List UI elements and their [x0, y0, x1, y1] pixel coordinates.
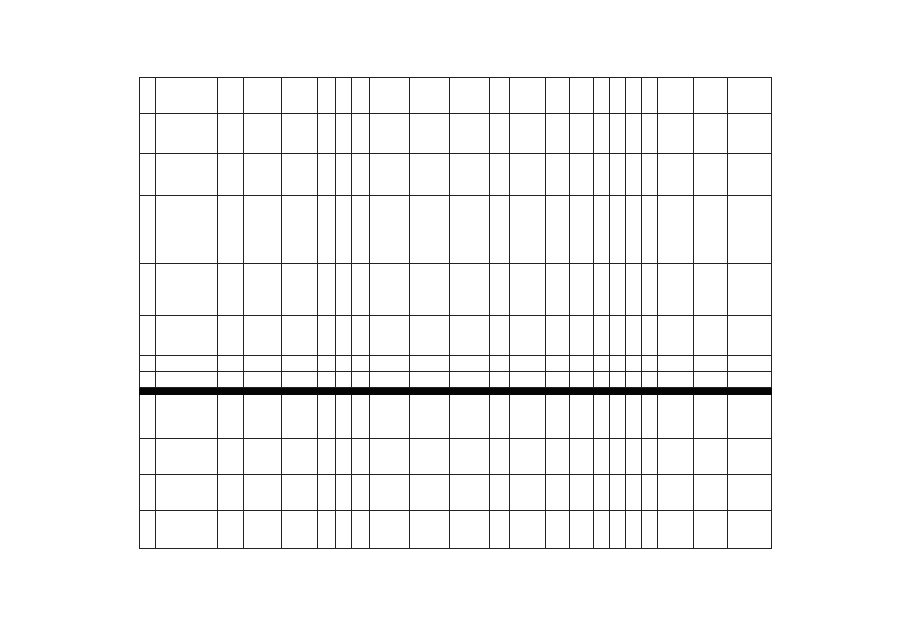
table-cell [282, 316, 318, 356]
table-cell [156, 356, 218, 372]
table-cell [244, 78, 282, 114]
table-cell [626, 316, 642, 356]
table-cell [490, 511, 510, 549]
table-cell [156, 78, 218, 114]
row-number-cell [140, 439, 156, 475]
table-cell [626, 395, 642, 439]
row-number-cell [140, 78, 156, 114]
row-number-cell [140, 475, 156, 511]
table-cell [244, 316, 282, 356]
row-number-cell [140, 372, 156, 388]
table-cell [410, 316, 450, 356]
table-cell [546, 78, 570, 114]
table-cell [282, 511, 318, 549]
table-cell [244, 511, 282, 549]
table-cell [694, 154, 728, 196]
table-cell [282, 78, 318, 114]
table-cell [244, 154, 282, 196]
table-cell [510, 264, 546, 316]
table-cell [594, 196, 610, 264]
table-cell [352, 78, 370, 114]
table-row [140, 114, 772, 154]
table-cell [510, 316, 546, 356]
table-cell [642, 475, 658, 511]
table-cell [658, 78, 694, 114]
table-cell [728, 372, 772, 388]
table-cell [626, 154, 642, 196]
table-cell [370, 372, 410, 388]
table-cell [352, 196, 370, 264]
table-cell [546, 114, 570, 154]
table-cell [318, 356, 336, 372]
table-cell [336, 114, 352, 154]
table-cell [658, 372, 694, 388]
table-cell [694, 264, 728, 316]
table-row [140, 372, 772, 388]
register-table [139, 77, 772, 549]
table-cell [570, 316, 594, 356]
table-cell [318, 372, 336, 388]
table-cell [410, 475, 450, 511]
table-cell [156, 511, 218, 549]
table-cell [610, 78, 626, 114]
table-cell [218, 356, 244, 372]
table-cell [370, 154, 410, 196]
table-row [140, 395, 772, 439]
table-cell [282, 395, 318, 439]
table-cell [336, 264, 352, 316]
table-cell [336, 372, 352, 388]
table-cell [658, 395, 694, 439]
table-cell [546, 196, 570, 264]
table-cell [244, 264, 282, 316]
table-cell [728, 475, 772, 511]
table-cell [336, 511, 352, 549]
table-cell [510, 395, 546, 439]
table-cell [728, 154, 772, 196]
table-cell [658, 475, 694, 511]
table-row [140, 264, 772, 316]
table-cell [244, 475, 282, 511]
table-cell [610, 475, 626, 511]
table-cell [450, 196, 490, 264]
table-cell [318, 395, 336, 439]
table-cell [610, 439, 626, 475]
table-cell [450, 264, 490, 316]
table-cell [642, 196, 658, 264]
table-cell [218, 114, 244, 154]
table-cell [610, 395, 626, 439]
table-cell [410, 356, 450, 372]
table-cell [694, 439, 728, 475]
table-cell [728, 395, 772, 439]
table-cell [318, 264, 336, 316]
table-cell [642, 511, 658, 549]
table-cell [450, 372, 490, 388]
table-cell [352, 264, 370, 316]
table-cell [352, 511, 370, 549]
table-cell [570, 114, 594, 154]
table-cell [642, 114, 658, 154]
table-cell [410, 395, 450, 439]
table-cell [490, 395, 510, 439]
table-cell [510, 78, 546, 114]
table-cell [642, 264, 658, 316]
table-cell [642, 356, 658, 372]
table-cell [510, 356, 546, 372]
table-cell [336, 316, 352, 356]
table-cell [352, 475, 370, 511]
table-cell [282, 439, 318, 475]
table-cell [370, 78, 410, 114]
table-cell [352, 439, 370, 475]
table-cell [658, 114, 694, 154]
table-cell [282, 372, 318, 388]
table-cell [510, 511, 546, 549]
table-cell [728, 78, 772, 114]
table-cell [218, 196, 244, 264]
table-cell [594, 395, 610, 439]
table-cell [510, 114, 546, 154]
table-cell [450, 78, 490, 114]
table-cell [156, 395, 218, 439]
table-row [140, 316, 772, 356]
table-cell [370, 316, 410, 356]
table-cell [450, 511, 490, 549]
table-cell [510, 475, 546, 511]
table-cell [626, 264, 642, 316]
table-cell [642, 439, 658, 475]
table-cell [728, 511, 772, 549]
table-row [140, 356, 772, 372]
table-cell [546, 372, 570, 388]
table-cell [610, 511, 626, 549]
table-cell [694, 196, 728, 264]
table-cell [352, 114, 370, 154]
table-cell [352, 154, 370, 196]
table-cell [658, 264, 694, 316]
table-cell [610, 196, 626, 264]
table-cell [318, 439, 336, 475]
table-cell [156, 196, 218, 264]
row-number-cell [140, 114, 156, 154]
table-cell [282, 264, 318, 316]
table-cell [218, 439, 244, 475]
table-cell [336, 196, 352, 264]
row-number-cell [140, 395, 156, 439]
table-cell [570, 78, 594, 114]
table-cell [728, 114, 772, 154]
table-cell [318, 114, 336, 154]
table-cell [626, 475, 642, 511]
table-cell [594, 114, 610, 154]
table-cell [410, 78, 450, 114]
table-cell [610, 114, 626, 154]
table-cell [282, 114, 318, 154]
table-cell [546, 511, 570, 549]
table-cell [318, 196, 336, 264]
table-cell [450, 439, 490, 475]
table-cell [410, 372, 450, 388]
row-number-cell [140, 511, 156, 549]
table-cell [490, 196, 510, 264]
table-cell [282, 196, 318, 264]
table-cell [218, 475, 244, 511]
table-cell [510, 196, 546, 264]
table-cell [410, 196, 450, 264]
table-cell [450, 395, 490, 439]
row-number-cell [140, 264, 156, 316]
table-cell [658, 196, 694, 264]
table-cell [642, 154, 658, 196]
table-cell [244, 196, 282, 264]
section-divider-bar [140, 388, 772, 395]
table-cell [282, 475, 318, 511]
table-cell [570, 372, 594, 388]
table-cell [546, 475, 570, 511]
row-number-cell [140, 154, 156, 196]
table-cell [626, 511, 642, 549]
table-cell [156, 439, 218, 475]
table-cell [570, 196, 594, 264]
table-cell [694, 475, 728, 511]
table-cell [626, 196, 642, 264]
table-row [140, 196, 772, 264]
table-row [140, 475, 772, 511]
table-cell [694, 372, 728, 388]
table-cell [490, 114, 510, 154]
table-cell [336, 154, 352, 196]
table-cell [570, 264, 594, 316]
table-cell [594, 78, 610, 114]
table-cell [244, 356, 282, 372]
table-cell [594, 511, 610, 549]
table-cell [410, 114, 450, 154]
table-row [140, 154, 772, 196]
table-cell [642, 78, 658, 114]
table-cell [244, 372, 282, 388]
table-cell [410, 511, 450, 549]
table-cell [626, 356, 642, 372]
section-divider [140, 388, 772, 395]
table-cell [352, 372, 370, 388]
table-cell [570, 395, 594, 439]
table-cell [570, 356, 594, 372]
table-row [140, 439, 772, 475]
table-cell [370, 395, 410, 439]
table-cell [694, 395, 728, 439]
table-cell [594, 154, 610, 196]
table-cell [336, 439, 352, 475]
table-cell [510, 439, 546, 475]
table-cell [450, 475, 490, 511]
table-cell [642, 395, 658, 439]
table-cell [450, 316, 490, 356]
table-cell [570, 439, 594, 475]
table-cell [156, 154, 218, 196]
table-cell [570, 154, 594, 196]
row-number-cell [140, 196, 156, 264]
table-cell [352, 395, 370, 439]
table-cell [244, 395, 282, 439]
table-cell [490, 372, 510, 388]
table-cell [610, 356, 626, 372]
table-cell [658, 439, 694, 475]
table-cell [728, 264, 772, 316]
table-cell [218, 511, 244, 549]
table-cell [370, 475, 410, 511]
table-cell [570, 475, 594, 511]
table-cell [370, 264, 410, 316]
table-cell [450, 356, 490, 372]
table-cell [370, 114, 410, 154]
table-cell [694, 356, 728, 372]
table-cell [510, 372, 546, 388]
table-cell [546, 154, 570, 196]
table-cell [450, 154, 490, 196]
table-cell [490, 316, 510, 356]
table-cell [370, 196, 410, 264]
table-cell [658, 316, 694, 356]
row-number-cell [140, 356, 156, 372]
table-cell [610, 264, 626, 316]
table-cell [370, 511, 410, 549]
table-cell [352, 316, 370, 356]
table-cell [546, 395, 570, 439]
table-cell [156, 372, 218, 388]
table-cell [336, 395, 352, 439]
table-cell [336, 78, 352, 114]
table-cell [156, 114, 218, 154]
table-cell [694, 316, 728, 356]
table-cell [490, 78, 510, 114]
table-cell [218, 395, 244, 439]
table-cell [336, 475, 352, 511]
table-cell [490, 475, 510, 511]
table-cell [694, 114, 728, 154]
table-cell [610, 372, 626, 388]
table-cell [594, 356, 610, 372]
table-cell [546, 356, 570, 372]
table-cell [490, 264, 510, 316]
table-cell [318, 154, 336, 196]
table-cell [626, 439, 642, 475]
table-cell [594, 372, 610, 388]
table-cell [282, 356, 318, 372]
table-cell [694, 78, 728, 114]
table-row [140, 78, 772, 114]
table-cell [336, 356, 352, 372]
table-cell [626, 78, 642, 114]
table-cell [658, 511, 694, 549]
table-cell [282, 154, 318, 196]
table-cell [490, 154, 510, 196]
table-cell [642, 316, 658, 356]
table-cell [156, 475, 218, 511]
table-cell [658, 154, 694, 196]
table-row [140, 511, 772, 549]
table-cell [594, 439, 610, 475]
table-cell [370, 439, 410, 475]
table-cell [510, 154, 546, 196]
table-cell [626, 372, 642, 388]
table-cell [450, 114, 490, 154]
table-cell [318, 316, 336, 356]
table-cell [156, 316, 218, 356]
table-cell [490, 356, 510, 372]
table-cell [610, 316, 626, 356]
table-cell [410, 154, 450, 196]
table-cell [218, 78, 244, 114]
table-cell [594, 264, 610, 316]
table-cell [318, 475, 336, 511]
table-cell [490, 439, 510, 475]
table-cell [370, 356, 410, 372]
table-cell [626, 114, 642, 154]
table-cell [728, 439, 772, 475]
table-cell [694, 511, 728, 549]
table-cell [546, 439, 570, 475]
table-cell [156, 264, 218, 316]
table-cell [546, 264, 570, 316]
table-cell [318, 78, 336, 114]
table-cell [218, 372, 244, 388]
table-cell [244, 439, 282, 475]
table-cell [570, 511, 594, 549]
table-cell [594, 475, 610, 511]
table-cell [728, 196, 772, 264]
table-cell [410, 264, 450, 316]
table-cell [244, 114, 282, 154]
table-cell [728, 316, 772, 356]
table-cell [594, 316, 610, 356]
table-cell [218, 316, 244, 356]
row-number-cell [140, 316, 156, 356]
table-cell [410, 439, 450, 475]
table-cell [352, 356, 370, 372]
table-cell [218, 154, 244, 196]
table-cell [658, 356, 694, 372]
table-cell [642, 372, 658, 388]
table-cell [546, 316, 570, 356]
table-cell [218, 264, 244, 316]
table-cell [318, 511, 336, 549]
table-cell [728, 356, 772, 372]
table-cell [610, 154, 626, 196]
